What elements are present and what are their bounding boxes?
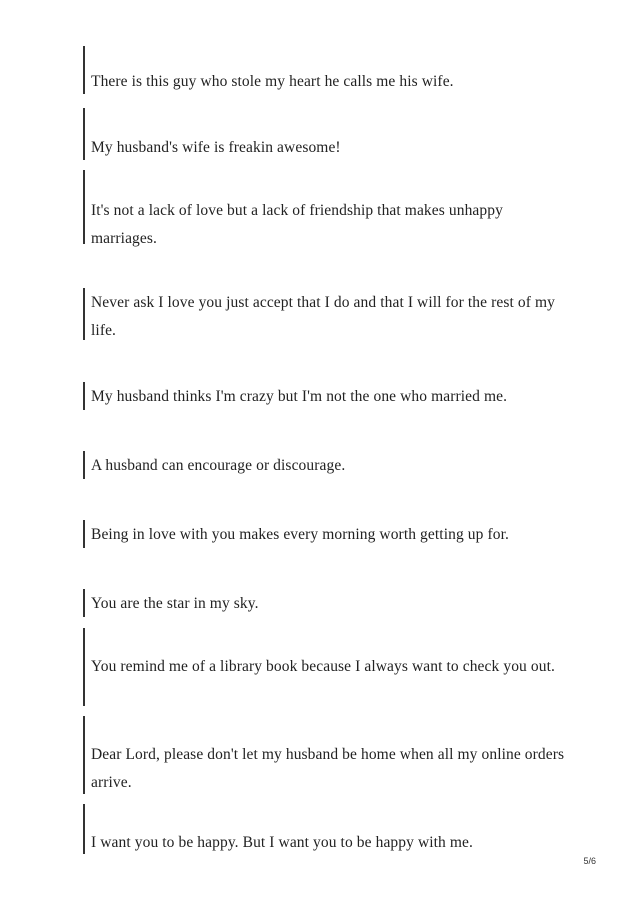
quote-text: Dear Lord, please don't let my husband be home when all my online orders arrive. xyxy=(91,746,565,791)
quote-text: You are the star in my sky. xyxy=(91,595,259,612)
quote-text: My husband's wife is freakin awesome! xyxy=(91,139,341,156)
quote-bar xyxy=(83,170,85,244)
quote-text: You remind me of a library book because I always want to check you out. xyxy=(91,658,555,675)
quote-bar xyxy=(83,108,85,160)
quote-bar xyxy=(83,288,85,340)
quote-text: There is this guy who stole my heart he calls me his wife. xyxy=(91,73,454,90)
quote-text: It's not a lack of love but a lack of friendship that makes unhappy marriages. xyxy=(91,202,503,247)
quote-text: I want you to be happy. But I want you to be happy with me. xyxy=(91,834,473,851)
page-number: 5/6 xyxy=(583,856,596,866)
quote-bar xyxy=(83,451,85,479)
quote-bar xyxy=(83,716,85,794)
quote-text: Being in love with you makes every morning worth getting up for. xyxy=(91,526,509,543)
quote-text: Never ask I love you just accept that I do and that I will for the rest of my life. xyxy=(91,294,555,339)
quote-bar xyxy=(83,628,85,706)
quote-bar xyxy=(83,46,85,94)
quote-text: A husband can encourage or discourage. xyxy=(91,457,346,474)
quote-bar xyxy=(83,382,85,410)
quote-bar xyxy=(83,589,85,617)
quote-bar xyxy=(83,804,85,854)
quote-bar xyxy=(83,520,85,548)
quote-text: My husband thinks I'm crazy but I'm not the one who married me. xyxy=(91,388,508,405)
